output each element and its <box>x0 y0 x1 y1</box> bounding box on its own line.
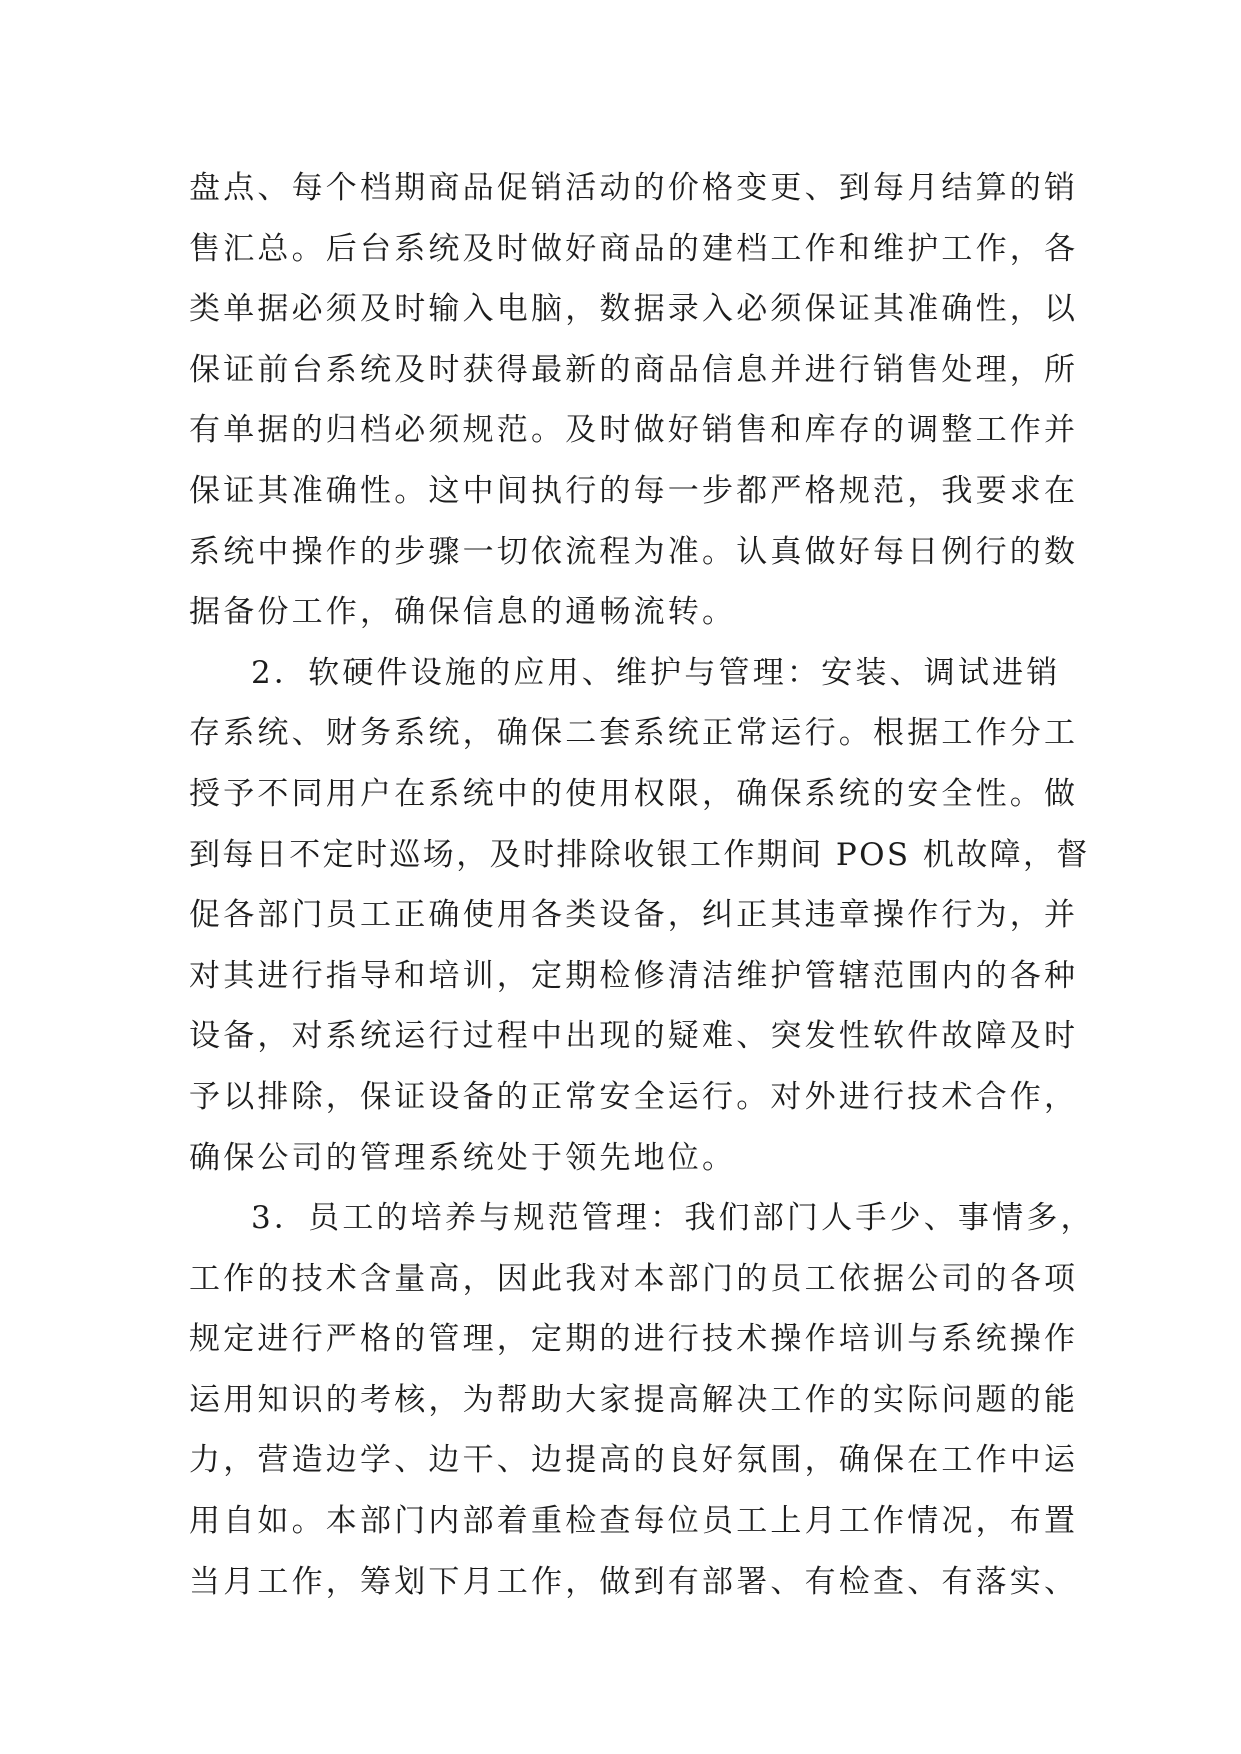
text-line: 规定进行严格的管理，定期的进行技术操作培训与系统操作 <box>189 1321 1079 1358</box>
text-line: 系统中操作的步骤一切依流程为准。认真做好每日例行的数 <box>189 533 1079 570</box>
paragraph-3-start: 3．员工的培养与规范管理：我们部门人手少、事情多， <box>251 1200 1095 1237</box>
text-line: 当月工作，筹划下月工作，做到有部署、有检查、有落实、 <box>189 1563 1079 1600</box>
text-line: 设备，对系统运行过程中出现的疑难、突发性软件故障及时 <box>189 1018 1079 1055</box>
text-line: 力，营造边学、边干、边提高的良好氛围，确保在工作中运 <box>189 1442 1079 1479</box>
text-line: 售汇总。后台系统及时做好商品的建档工作和维护工作，各 <box>189 230 1079 267</box>
body-text <box>189 158 1095 1612</box>
text-line: 保证其准确性。这中间执行的每一步都严格规范，我要求在 <box>189 472 1079 509</box>
text-line: 存系统、财务系统，确保二套系统正常运行。根据工作分工 <box>189 715 1079 752</box>
text-line: 运用知识的考核，为帮助大家提高解决工作的实际问题的能 <box>189 1381 1079 1418</box>
paragraph-2-start: 2．软硬件设施的应用、维护与管理：安装、调试进销 <box>251 654 1061 691</box>
text-line: 类单据必须及时输入电脑，数据录入必须保证其准确性，以 <box>189 291 1079 328</box>
text-line: 到每日不定时巡场，及时排除收银工作期间 POS 机故障，督 <box>189 836 1090 873</box>
text-line: 促各部门员工正确使用各类设备，纠正其违章操作行为，并 <box>189 897 1079 934</box>
text-line: 确保公司的管理系统处于领先地位。 <box>189 1139 737 1176</box>
text-line: 对其进行指导和培训，定期检修清洁维护管辖范围内的各种 <box>189 957 1079 994</box>
text-line: 保证前台系统及时获得最新的商品信息并进行销售处理，所 <box>189 351 1079 388</box>
text-line: 有单据的归档必须规范。及时做好销售和库存的调整工作并 <box>189 412 1079 449</box>
text-line: 授予不同用户在系统中的使用权限，确保系统的安全性。做 <box>189 775 1079 812</box>
text-line: 据备份工作，确保信息的通畅流转。 <box>189 594 737 631</box>
text-line: 工作的技术含量高，因此我对本部门的员工依据公司的各项 <box>189 1260 1079 1297</box>
text-line: 盘点、每个档期商品促销活动的价格变更、到每月结算的销 <box>189 170 1079 206</box>
text-line: 用自如。本部门内部着重检查每位员工上月工作情况，布置 <box>189 1503 1079 1540</box>
text-line: 予以排除，保证设备的正常安全运行。对外进行技术合作， <box>189 1078 1079 1115</box>
